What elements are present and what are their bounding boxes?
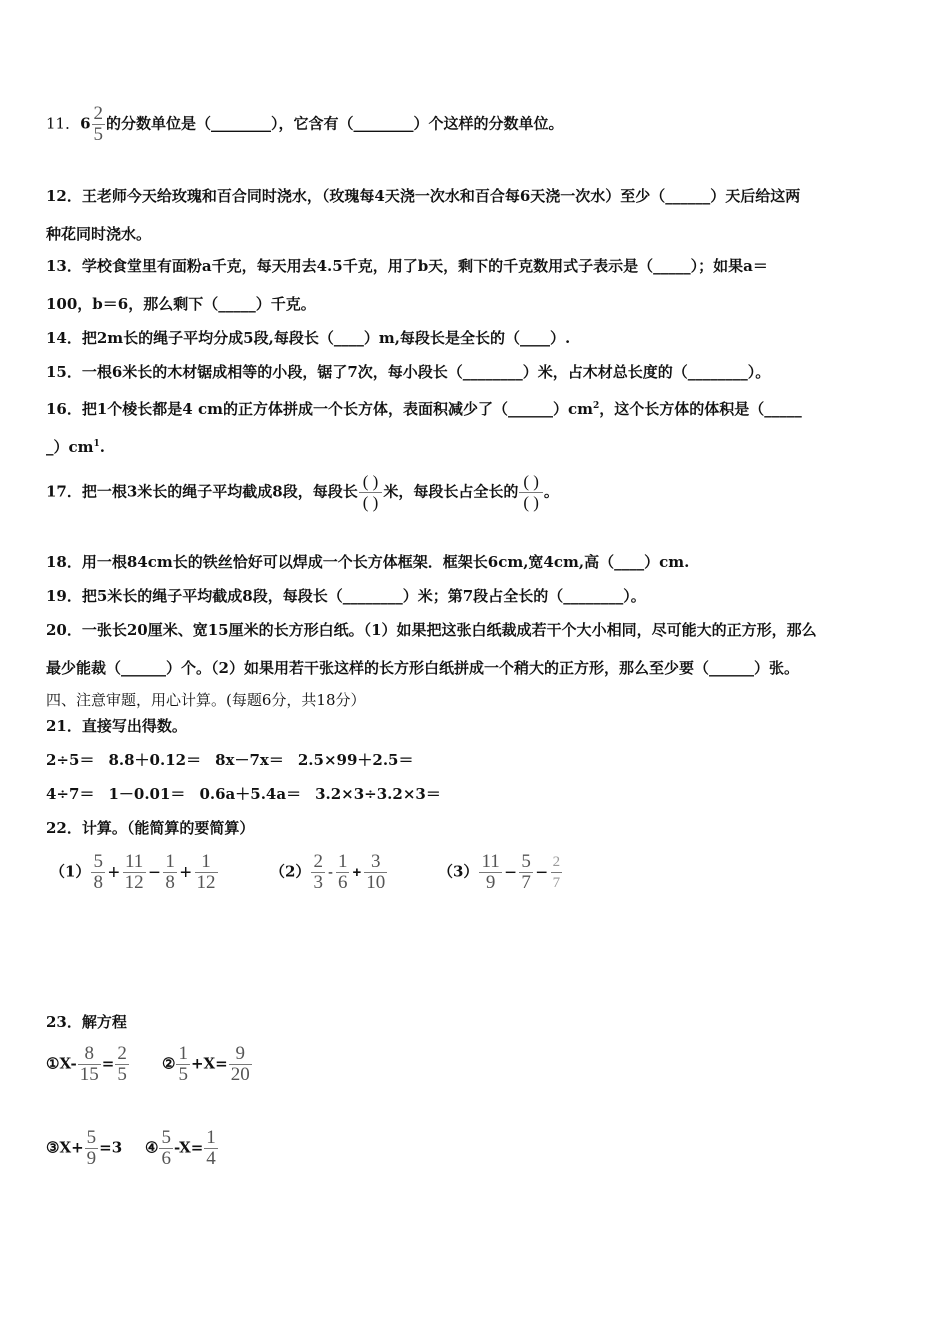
q22-p3-frac2 bbox=[519, 852, 533, 893]
q23-e2-frac1 bbox=[176, 1044, 190, 1085]
q17-blank-fraction-1 bbox=[359, 472, 383, 513]
plus-sign: + bbox=[107, 861, 120, 884]
q21-item: 8.8＋0.12＝ bbox=[108, 751, 202, 769]
question-18: 18．用一根84cm长的铁丝恰好可以焊成一个长方体框架．框架长6cm,宽4cm,高（____）cm. bbox=[46, 553, 690, 571]
q11-text: 的分数单位是（________），它含有（________）个这样的分数单位。 bbox=[106, 114, 564, 133]
q23-e2-frac2 bbox=[229, 1044, 252, 1085]
numerator: 9 bbox=[229, 1044, 252, 1065]
minus-sign: − bbox=[504, 861, 517, 884]
q11-denominator: 5 bbox=[93, 124, 104, 145]
q22-problem-3 bbox=[438, 852, 563, 893]
question-14: 14．把2m长的绳子平均分成5段,每段长（____）m,每段长是全长的（____）. bbox=[46, 329, 571, 347]
q16-sup: 2 bbox=[592, 401, 600, 411]
q22-p3-frac1 bbox=[479, 852, 501, 893]
q16-text-d: . bbox=[99, 438, 106, 456]
q23-e3-frac1 bbox=[85, 1128, 99, 1169]
q23-e1-frac1 bbox=[78, 1044, 101, 1085]
question-12-line2: 种花同时浇水。 bbox=[46, 225, 152, 243]
q22-p1-frac2 bbox=[123, 852, 146, 893]
denominator: 9 bbox=[86, 1148, 97, 1169]
q11-fraction bbox=[92, 104, 106, 145]
numerator: 5 bbox=[86, 1127, 97, 1148]
denominator: 6 bbox=[161, 1148, 171, 1169]
q22-problem-2 bbox=[270, 852, 388, 893]
numerator: 2 bbox=[313, 851, 323, 872]
q23-e3-label: ③X+ bbox=[46, 1138, 84, 1157]
q23-e2-mid: +X= bbox=[190, 1054, 228, 1073]
question-20-line2: 最少能裁（______）个。（2）如果用若干张这样的长方形白纸拼成一个稍大的正方形，那么至少要（______）张。 bbox=[46, 659, 799, 677]
q21-item: 4÷7＝ bbox=[46, 785, 95, 803]
q21-row-2 bbox=[46, 784, 441, 804]
numerator: 3 bbox=[364, 852, 387, 873]
q11-whole: 6 bbox=[80, 114, 91, 133]
question-19: 19．把5米长的绳子平均截成8段，每段长（________）米；第7段占全长的（________）。 bbox=[46, 587, 646, 605]
q23-e4-frac2 bbox=[204, 1128, 218, 1169]
plus-sign: + bbox=[179, 861, 192, 884]
q21-item: 0.6a＋5.4a＝ bbox=[199, 785, 302, 803]
denominator: 20 bbox=[230, 1064, 250, 1085]
q17-blank-num-2: ( ) bbox=[519, 472, 543, 493]
q17-text-c: 。 bbox=[543, 482, 559, 501]
q23-equation-1 bbox=[46, 1044, 130, 1085]
denominator: 3 bbox=[313, 872, 323, 893]
q21-row-1 bbox=[46, 750, 414, 770]
denominator: 8 bbox=[165, 872, 175, 893]
question-16-line1 bbox=[46, 396, 802, 419]
q22-p1-frac3 bbox=[163, 852, 177, 893]
q22-p1-frac4 bbox=[195, 852, 218, 893]
q23-equation-2 bbox=[162, 1044, 253, 1085]
denominator: 7 bbox=[521, 872, 531, 893]
question-20-line1: 20．一张长20厘米、宽15厘米的长方形白纸。（1）如果把这张白纸裁成若干个大小相同，尽可能大的正方形，那么 bbox=[46, 621, 817, 639]
question-23-title: 23．解方程 bbox=[46, 1013, 127, 1031]
q22-p2-frac2 bbox=[336, 852, 350, 893]
plus-sign: + bbox=[352, 863, 362, 881]
numerator: 1 bbox=[195, 852, 218, 873]
denominator: 9 bbox=[485, 872, 496, 893]
denominator: 12 bbox=[196, 872, 216, 893]
q23-e1-frac2 bbox=[115, 1044, 129, 1085]
question-16-line2 bbox=[46, 434, 105, 457]
q22-p1-frac1 bbox=[91, 852, 105, 893]
question-22-title: 22．计算。（能简算的要简算） bbox=[46, 819, 255, 837]
q16-text-b: ，这个长方体的体积是（_____ bbox=[599, 400, 802, 418]
numerator: 1 bbox=[178, 1043, 188, 1064]
q17-blank-fraction-2 bbox=[519, 472, 543, 513]
q21-item: 3.2×3÷3.2×3＝ bbox=[315, 785, 441, 803]
denominator: 5 bbox=[117, 1064, 127, 1085]
minus-sign: − bbox=[535, 861, 548, 884]
question-17 bbox=[46, 472, 559, 513]
q23-e4-mid: -X= bbox=[173, 1138, 204, 1157]
q21-item: 8x－7x＝ bbox=[215, 751, 284, 769]
section-4-heading: 四、注意审题，用心计算。(每题6分，共18分） bbox=[46, 691, 366, 709]
denominator: 7 bbox=[552, 875, 561, 891]
q22-p2-label: （2） bbox=[270, 862, 311, 881]
q16-text-c: _）cm bbox=[46, 438, 94, 456]
equals-sign: = bbox=[101, 1054, 115, 1073]
question-13-line1: 13．学校食堂里有面粉a千克，每天用去4.5千克，用了b天，剩下的千克数用式子表示是（_____）；如果a＝ bbox=[46, 257, 768, 275]
denominator: 5 bbox=[178, 1064, 188, 1085]
q22-p3-label: （3） bbox=[438, 862, 479, 881]
q11-numerator: 2 bbox=[93, 103, 104, 124]
denominator: 8 bbox=[93, 872, 103, 893]
q22-p2-frac1 bbox=[311, 852, 325, 893]
q23-e3-tail: =3 bbox=[99, 1138, 123, 1157]
q23-e4-frac1 bbox=[159, 1128, 173, 1169]
q11-number: 11． bbox=[46, 114, 81, 133]
numerator: 5 bbox=[521, 851, 531, 872]
q23-equation-4 bbox=[145, 1128, 219, 1169]
q21-item: 2÷5＝ bbox=[46, 751, 95, 769]
q22-problem-1 bbox=[50, 852, 219, 893]
question-15: 15．一根6米长的木材锯成相等的小段，锯了7次，每小段长（________）米，占木材总长度的（________）。 bbox=[46, 363, 771, 381]
numerator: 11 bbox=[123, 852, 146, 873]
q23-e1-label: ①X- bbox=[46, 1054, 77, 1073]
denominator: 12 bbox=[124, 872, 144, 893]
minus-sign: - bbox=[327, 863, 333, 881]
q17-blank-num-1: ( ) bbox=[359, 472, 383, 493]
numerator: 2 bbox=[117, 1043, 127, 1064]
question-12-line1: 12．王老师今天给玫瑰和百合同时浇水，（玫瑰每4天浇一次水和百合每6天浇一次水）至少（______）天后给这两 bbox=[46, 187, 801, 205]
question-13-line2: 100，b＝6，那么剩下（_____）千克。 bbox=[46, 295, 316, 313]
denominator: 10 bbox=[366, 872, 386, 893]
q17-blank-den-2: ( ) bbox=[523, 493, 539, 512]
q22-p2-frac3 bbox=[364, 852, 387, 893]
numerator: 2 bbox=[551, 852, 563, 873]
numerator: 1 bbox=[206, 1127, 216, 1148]
q16-text-a: 16．把1个棱长都是4 cm的正方体拼成一个长方体，表面积减少了（______）cm bbox=[46, 400, 593, 418]
q17-text-a: 17．把一根3米长的绳子平均截成8段，每段长 bbox=[46, 482, 358, 501]
numerator: 11 bbox=[481, 851, 500, 872]
q16-sup-2: 1 bbox=[93, 439, 100, 449]
q17-blank-den-1: ( ) bbox=[362, 493, 379, 512]
q21-item: 1－0.01＝ bbox=[108, 785, 186, 803]
q23-e4-label: ④ bbox=[145, 1138, 159, 1157]
q22-p3-frac3 bbox=[551, 852, 563, 893]
q23-equation-3 bbox=[46, 1128, 122, 1169]
q21-item: 2.5×99＋2.5＝ bbox=[297, 751, 414, 769]
denominator: 6 bbox=[337, 872, 348, 893]
q17-text-b: 米，每段长占全长的 bbox=[383, 482, 519, 501]
numerator: 5 bbox=[93, 851, 103, 872]
q22-p1-label: （1） bbox=[50, 862, 91, 881]
q23-e2-label: ② bbox=[162, 1054, 176, 1073]
numerator: 1 bbox=[165, 851, 175, 872]
numerator: 8 bbox=[78, 1044, 101, 1065]
numerator: 1 bbox=[337, 851, 348, 872]
denominator: 4 bbox=[206, 1148, 216, 1169]
denominator: 15 bbox=[79, 1064, 99, 1085]
numerator: 5 bbox=[161, 1127, 171, 1148]
question-11 bbox=[46, 104, 564, 145]
question-21-title: 21．直接写出得数。 bbox=[46, 717, 187, 735]
minus-sign: − bbox=[148, 861, 161, 884]
